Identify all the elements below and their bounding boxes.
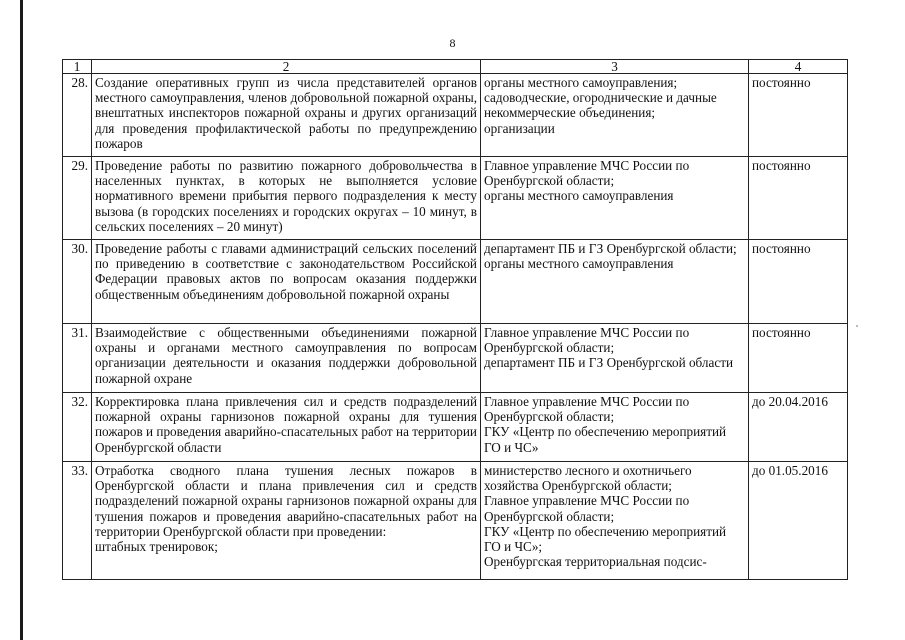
responsible-text: Главное управление МЧС России по Оренбургской области; органы местного самоуправления [484,158,690,204]
measure-text: Взаимодействие с общественными объединениями пожарной охраны и органами местного самоуправления по вопросам организации деятельности и оказания поддержки добровольной пожарной охране [95,325,481,386]
table-row [63,462,848,580]
header-col-2: 2 [92,60,481,74]
measure-cell [92,393,481,462]
table-row [63,157,848,240]
deadline-cell: до 20.04.2016 [749,393,848,462]
row-number: 32. [63,393,92,462]
row-number: 31. [63,324,92,393]
deadline-cell: постоянно [749,157,848,240]
responsible-cell [481,240,749,324]
measure-text: Проведение работы по развитию пожарного добровольчества в населенных пунктах, в которых не выполняется условие нормативного времени прибытия первого подразделения к месту вызова (в городских поселениях и городских округах – 10 минут, в сельских поселениях – 20 минут) [95,158,481,234]
row-number: 28. [63,74,92,157]
measure-cell [92,157,481,240]
deadline-cell: постоянно [749,324,848,393]
scan-edge-line [20,0,23,640]
measure-text: Отработка сводного плана тушения лесных пожаров в Оренбургской области и плана привлечения сил и средств подразделений пожарной охраны гарнизонов пожарной охраны для тушения пожаров и проведения аварийно-спасательных работ на территории Оренбургской области при проведении: штабных тренировок; [95,463,477,555]
row-number: 33. [63,462,92,580]
responsible-text: министерство лесного и охотничьего хозяйства Оренбургской области; Главное управление МЧС России по Оренбургской области; ГКУ «Центр по обеспечению мероприятий ГО и ЧС»; Оренбургская территориальная подсис- [484,463,727,570]
row-number: 30. [63,240,92,324]
responsible-cell [481,462,749,580]
row-number: 29. [63,157,92,240]
responsible-cell [481,393,749,462]
page-number: 8 [449,36,456,50]
scan-speck [856,325,858,327]
measures-table [62,59,848,580]
responsible-text: органы местного самоуправления; садоводческие, огороднические и дачные некоммерческие объединения; организации [484,75,717,136]
measure-cell [92,74,481,157]
responsible-cell [481,74,749,157]
header-col-1: 1 [63,60,92,74]
table-header-row [63,60,848,74]
table-row [63,324,848,393]
table-row [63,240,848,324]
deadline-cell: до 01.05.2016 [749,462,848,580]
responsible-text: Главное управление МЧС России по Оренбургской области; департамент ПБ и ГЗ Оренбургской области [484,325,734,371]
measure-text: Проведение работы с главами администраций сельских поселений по приведению в соответствие с законодательством Российской Федерации правовых актов по вопросам оказания поддержки общественным объединениям добровольной пожарной охраны [95,241,481,302]
measure-cell [92,324,481,393]
table-row [63,393,848,462]
measure-text: Корректировка плана привлечения сил и средств подразделений пожарной охраны гарнизонов пожарной охраны для тушения пожаров и проведения аварийно-спасательных работ на территории Оренбургской области [95,394,481,455]
table-row [63,74,848,157]
header-col-3: 3 [481,60,749,74]
measure-cell [92,240,481,324]
responsible-text: Главное управление МЧС России по Оренбургской области; ГКУ «Центр по обеспечению мероприятий ГО и ЧС» [484,394,727,455]
deadline-cell: постоянно [749,74,848,157]
deadline-cell: постоянно [749,240,848,324]
measure-cell [92,462,481,580]
header-col-4: 4 [749,60,848,74]
measure-text: Создание оперативных групп из числа представителей органов местного самоуправления, членов добровольной пожарной охраны, внештатных инспекторов пожарной охраны и других организаций для проведения профилактической работы по предупреждению пожаров [95,75,481,151]
responsible-text: департамент ПБ и ГЗ Оренбургской области; органы местного самоуправления [484,241,737,272]
responsible-cell [481,157,749,240]
responsible-cell [481,324,749,393]
